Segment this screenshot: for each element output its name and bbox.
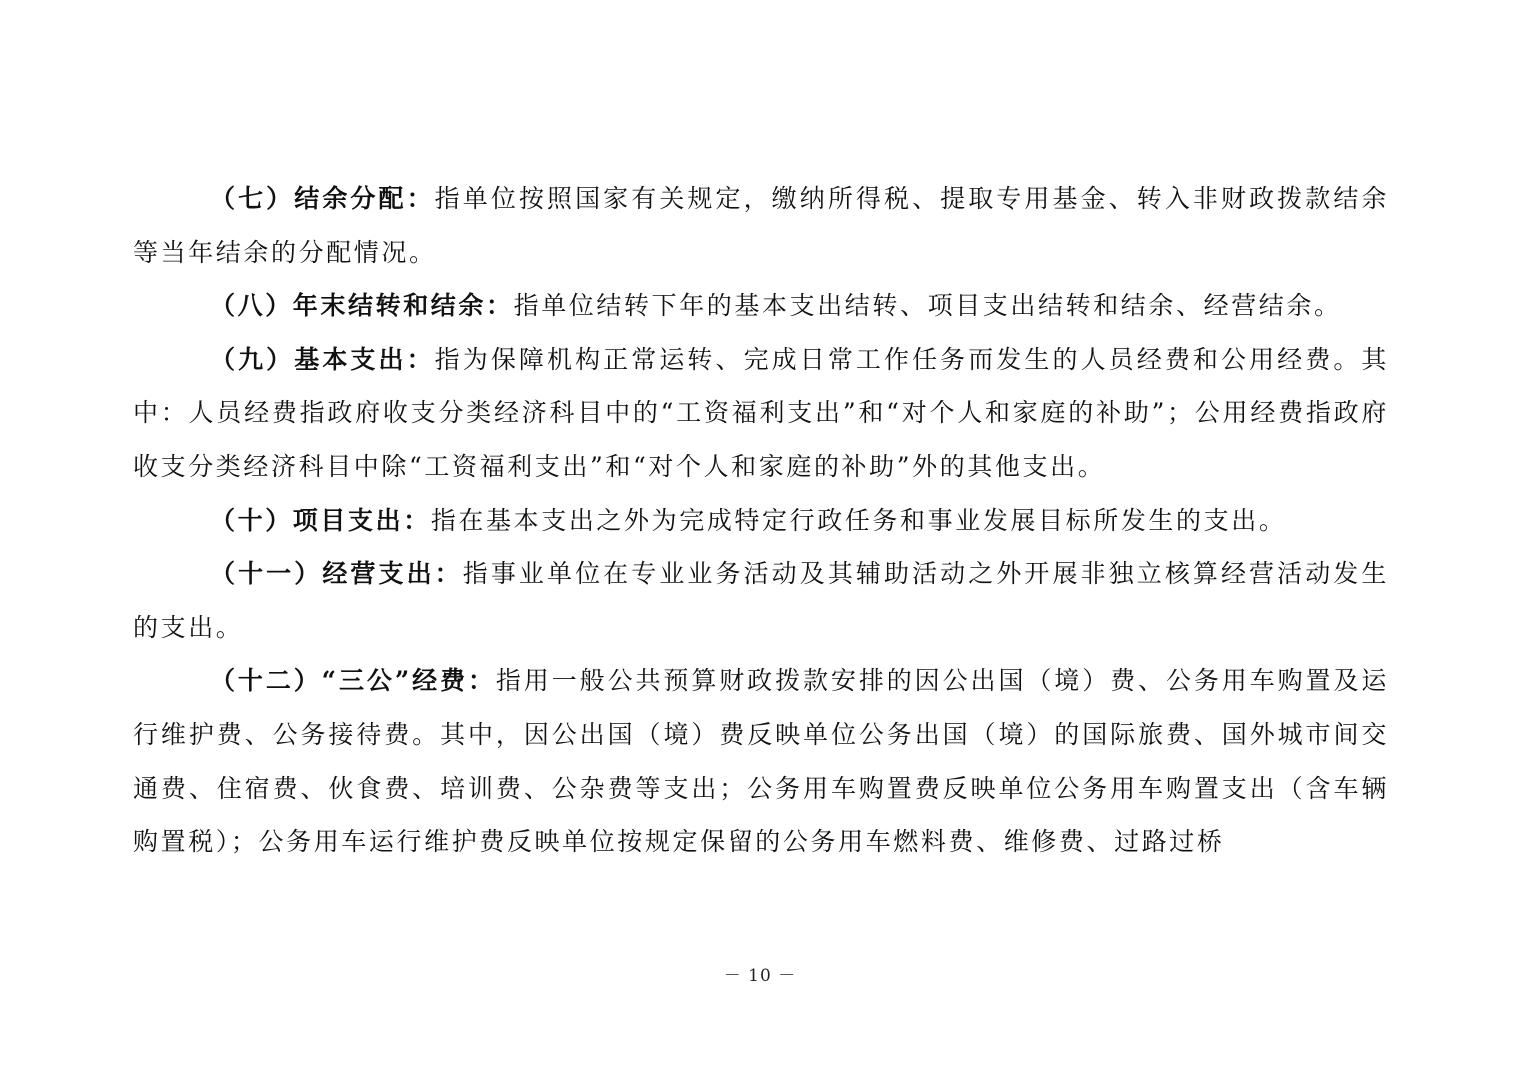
definition-operating-expenditure: 指事业单位在专业业务活动及其辅助活动之外开展非独立核算经营活动发生的支出。 (133, 559, 1389, 642)
document-body (133, 172, 1389, 869)
term-surplus-distribution: （七）结余分配： (210, 184, 435, 213)
page-number: － 10 － (723, 966, 797, 986)
term-project-expenditure: （十）项目支出： (210, 505, 431, 535)
paragraph-project-expenditure (133, 494, 1389, 548)
definition-year-end-carryover: 指单位结转下年的基本支出结转、项目支出结转和结余、经营结余。 (513, 291, 1342, 321)
term-three-public-expenses: （十二）“三公”经费： (210, 666, 496, 696)
paragraph-basic-expenditure (133, 333, 1389, 494)
term-basic-expenditure: （九）基本支出： (210, 344, 435, 374)
paragraph-operating-expenditure (133, 547, 1389, 654)
term-year-end-carryover: （八）年末结转和结余： (210, 291, 514, 321)
paragraph-three-public-expenses (133, 654, 1389, 868)
definition-surplus-distribution: 指单位按照国家有关规定，缴纳所得税、提取专用基金、转入非财政拨款结余等当年结余的分配情况。 (133, 184, 1389, 267)
paragraph-surplus-distribution (133, 172, 1389, 279)
definition-project-expenditure: 指在基本支出之外为完成特定行政任务和事业发展目标所发生的支出。 (430, 505, 1287, 535)
definition-basic-expenditure: 指为保障机构正常运转、完成日常工作任务而发生的人员经费和公用经费。其中：人员经费指政府收支分类经济科目中的“工资福利支出”和“对个人和家庭的补助”；公用经费指政府收支分类经济科目中除“工资福利支出”和“对个人和家庭的补助”外的其他支出。 (133, 344, 1389, 481)
paragraph-year-end-carryover (133, 279, 1389, 333)
term-operating-expenditure: （十一）经营支出： (210, 559, 463, 589)
definition-three-public-expenses: 指用一般公共预算财政拨款安排的因公出国（境）费、公务用车购置及运行维护费、公务接待费。其中，因公出国（境）费反映单位公务出国（境）的国际旅费、国外城市间交通费、住宿费、伙食费、培训费、公杂费等支出；公务用车购置费反映单位公务用车购置支出（含车辆购置税）；公务用车运行维护费反映单位按规定保留的公务用车燃料费、维修费、过路过桥 (133, 666, 1389, 857)
